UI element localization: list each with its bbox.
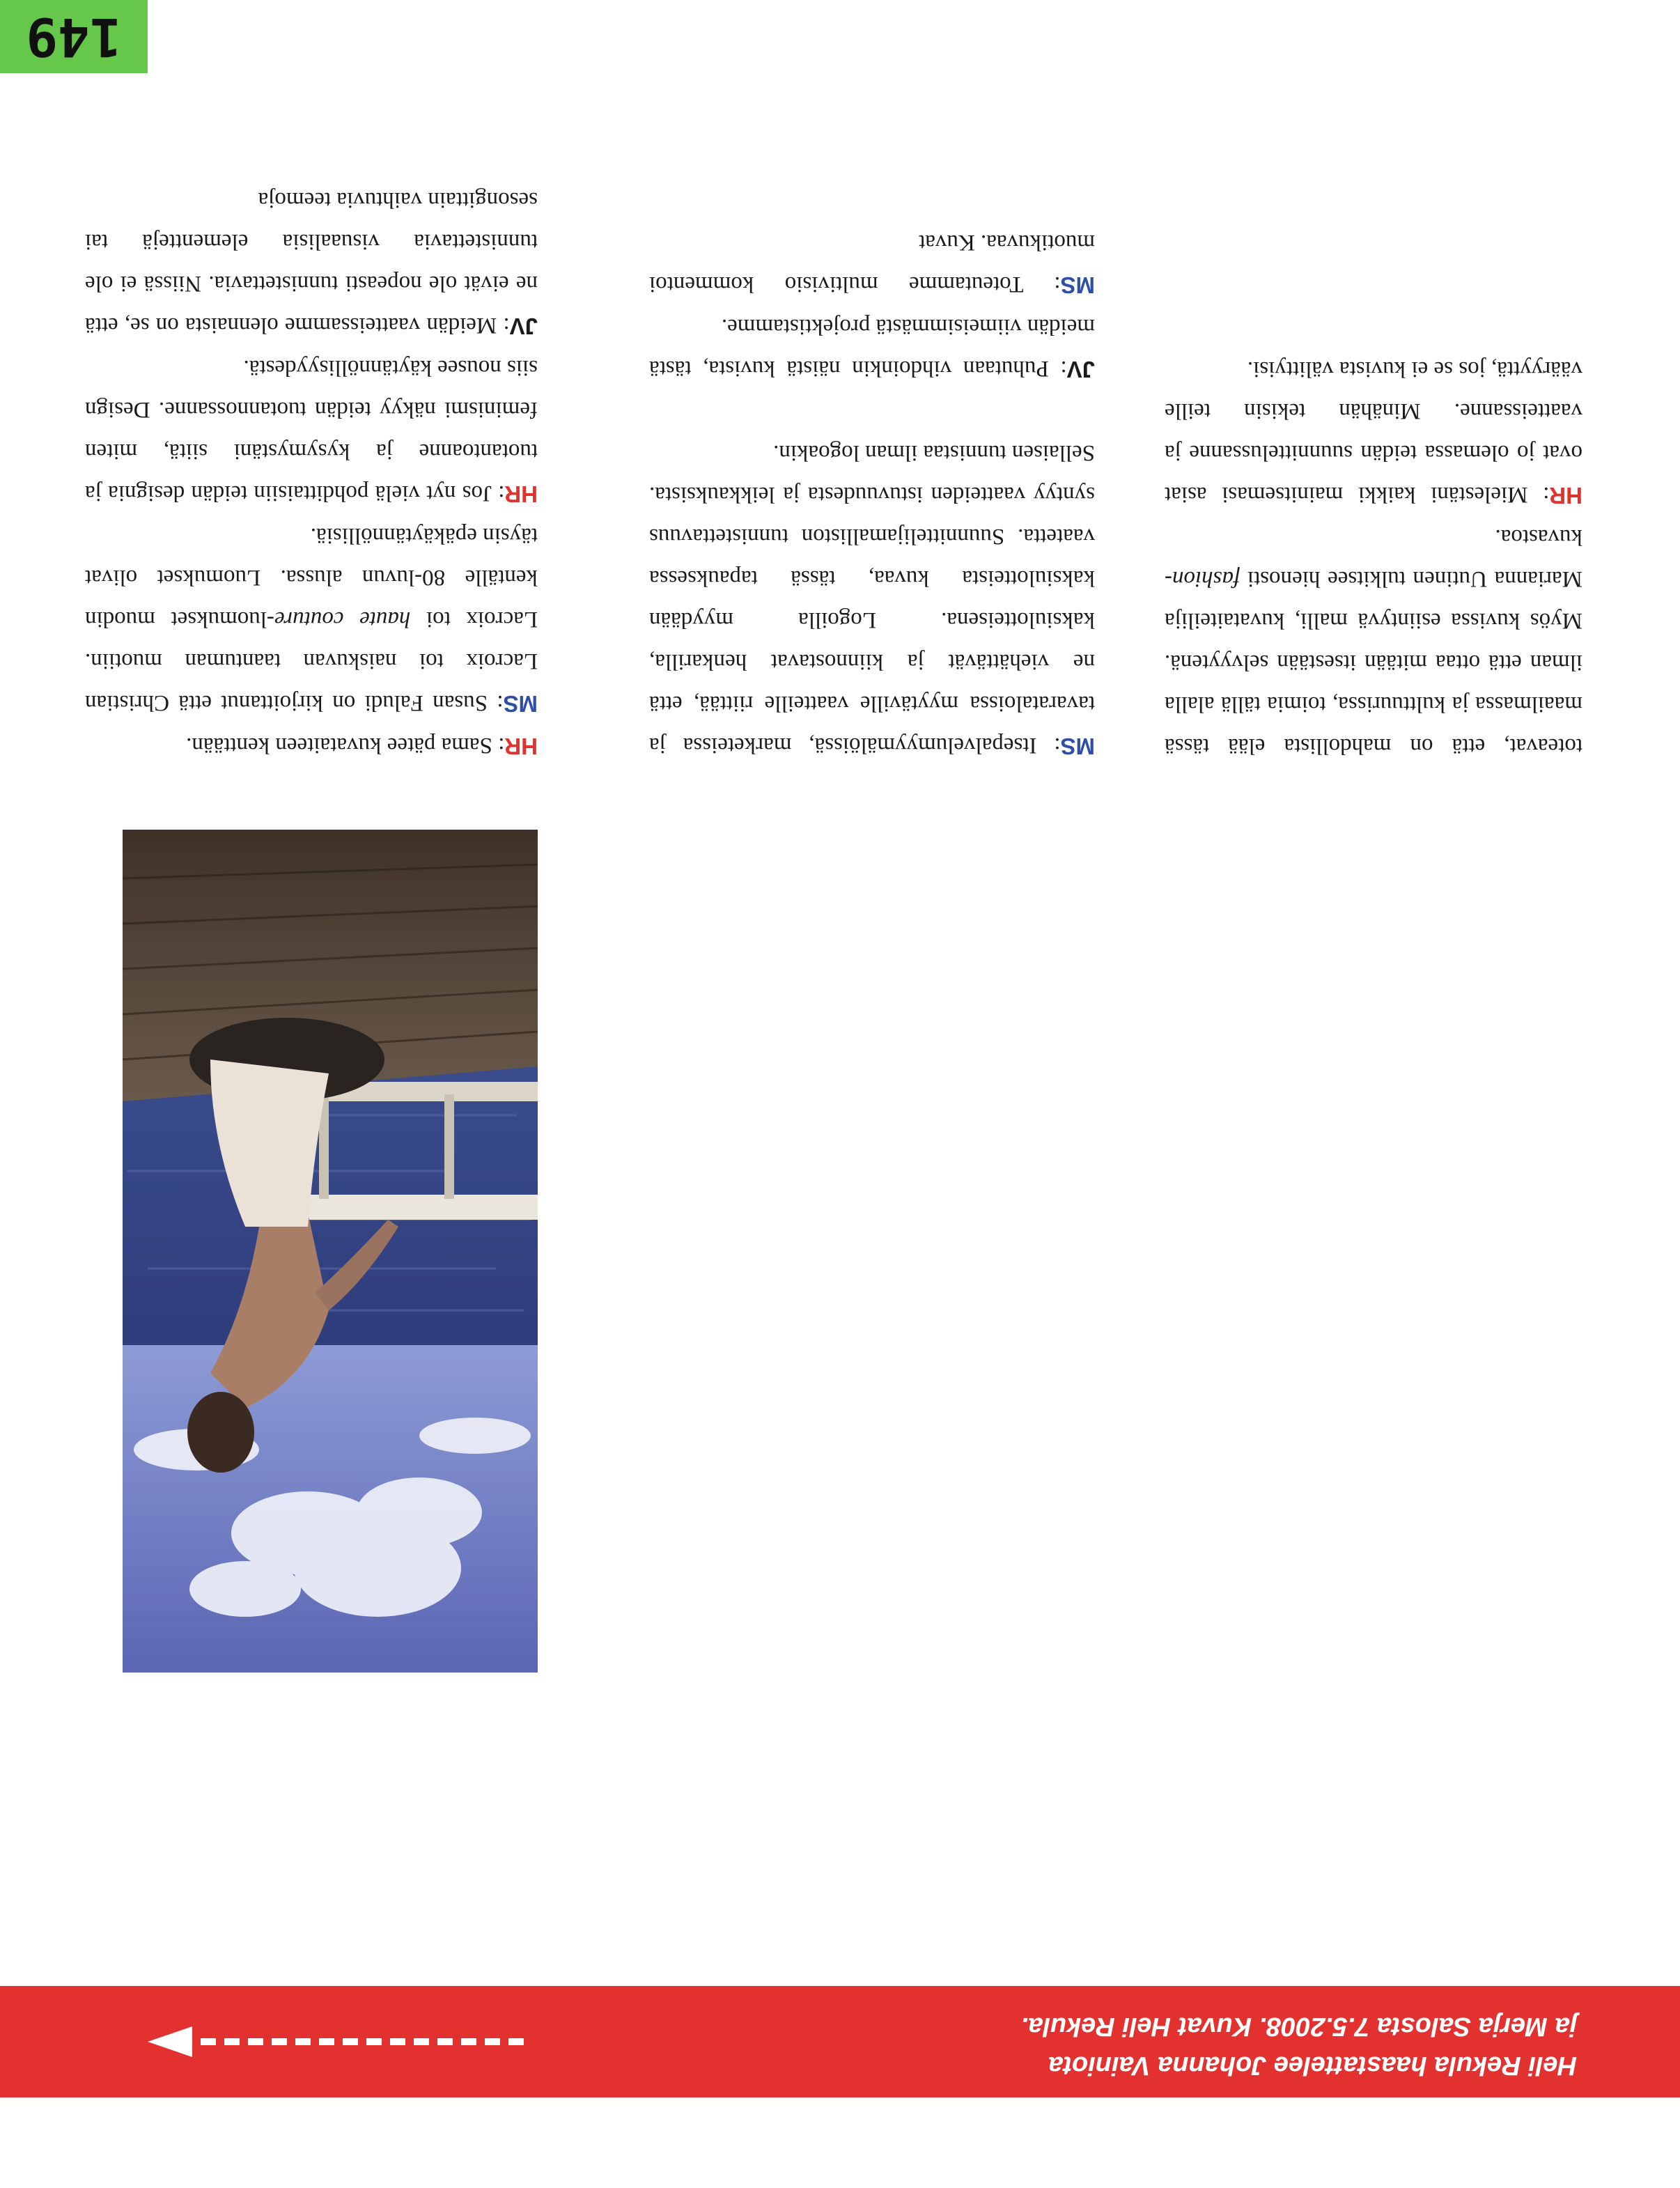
caption-bar (0, 1986, 1680, 2097)
paragraph: HR: Mielestäni kaikki mainitsemasi asiat ovat jo olemassa teidän suunnittelussanne ja vaatteissanne. Minähän tekisin teille vääryyttä, jos se ei kuvista välittyisi. (1165, 357, 1582, 509)
paragraph: MS: Itsepalvelumyymälöissä, marketeissa ja tavarataloissa myytäville vaatteille riittää, että ne viehättävät ja kiinnostavat henkarilla, kaksiulotteisena. Logoilla myydään kaksiulotteista kuvaa, tässä tapauksessa vaatetta. Suunnittelijamalliston tunnistettavuus syntyy vaatteiden istuvuudesta ja leikkauksista. Sellaisen tunnistaa ilman logoakin. (649, 440, 1095, 759)
speaker-label: HR (1549, 483, 1582, 509)
speaker-label: MS (1060, 734, 1095, 759)
speaker-label: MS (503, 691, 538, 717)
paragraph: JV: Puhutaan vihdoinkin näistä kuvista, tästä meidän viimeisimmästä projektistamme. (649, 314, 1095, 382)
text-column-3 (85, 179, 538, 767)
fashion-photo (123, 830, 538, 1673)
speaker-label: HR (504, 481, 538, 507)
text-column-2 (649, 222, 1095, 767)
paragraph: MS: Susan Faludi on kirjoittanut että Christian Lacroix toi naiskuvan taantuman muotiin. Lacroix toi haute couture-luomukset muodin kentälle 80-luvun alussa. Luomukset olivat täysin epäkäytännöllisiä. (85, 523, 538, 717)
dashed-arrow-icon (148, 2026, 524, 2057)
caption-line-2: ja Merja Salosta 7.5.2008. Kuvat Heli Rekula. (1020, 2012, 1577, 2041)
paragraph: toteavat, että on mahdollista elää tässä maailmassa ja kulttuurissa, toimia tällä alalla ilman että ottaa mitään itsestään selvyytenä. Myös kuvissa esiintyvä malli, kuvataiteilija Marianna Uutinen tulkitsee hienosti fashion-kuvastoa. (1165, 525, 1582, 759)
caption-line-1: Heli Rekula haastattelee Johanna Vainiota (1048, 2051, 1577, 2080)
paragraph: JV: Meidän vaatteissamme olennaista on se, että ne eivät ole nopeasti tunnistettavia. Niissä ei ole tunnistettavia visuaalisia elementtejä tai sesongittain vaihtuvia teemoja (85, 187, 538, 339)
fashion-photo-icon (123, 830, 538, 1673)
text-column-1 (1165, 348, 1582, 767)
speaker-label: MS (1060, 272, 1095, 298)
paragraph: MS: Toteutamme multivisio kommentoi muotikuvaa. Kuvat (649, 230, 1095, 298)
speaker-label: HR (504, 734, 538, 759)
page-number: 149 (26, 6, 122, 68)
paragraph: HR: Sama pätee kuvataiteen kenttään. (186, 733, 538, 759)
speaker-label: JV (509, 313, 538, 339)
paragraph: HR: Jos nyt vielä pohdittaisiin teidän designia ja tuotantoanne ja kysymystäni siitä, miten feminismi näkyy teidän tuotannossanne. Design siis nousee käytännöllisyydestä. (85, 355, 538, 507)
caption-text (1021, 2007, 1577, 2085)
page-number-badge (0, 0, 148, 73)
speaker-label: JV (1066, 357, 1095, 382)
